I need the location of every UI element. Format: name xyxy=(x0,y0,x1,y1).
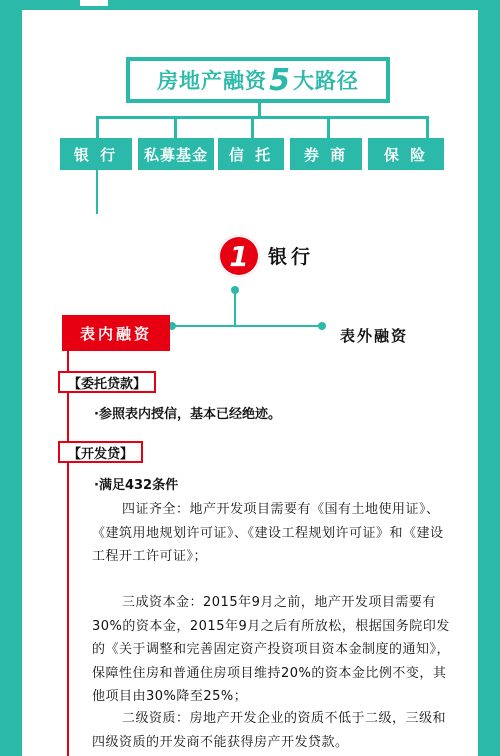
inside-financing-line xyxy=(67,341,69,756)
entrusted-loan-tag-text: 委托贷款 xyxy=(81,376,134,392)
entrusted-loan-note: ·参照表内授信，基本已经绝迹。 xyxy=(94,407,281,422)
tree-dot-right xyxy=(318,322,326,330)
title-number: 5 xyxy=(269,62,291,98)
branch-trust: 信 托 xyxy=(218,138,284,170)
tag-bracket-right: 】 xyxy=(120,446,134,462)
branch-bank: 银 行 xyxy=(60,138,132,170)
branch-private-fund: 私募基金 xyxy=(138,138,214,170)
diagram-title xyxy=(126,57,390,103)
tag-bracket-left: 【 xyxy=(68,446,82,462)
connector-bank-drop xyxy=(96,170,98,214)
top-tab-decoration xyxy=(80,0,108,6)
development-loan-tag xyxy=(58,441,143,463)
tree-horizontal xyxy=(172,325,320,327)
paragraph-four-certificates: 四证齐全：地产开发项目需要有《国有土地使用证》、《建筑用地规划许可证》、《建设工程规划许可证》和《建设工程开工许可证》； xyxy=(92,502,444,564)
branch-securities: 券 商 xyxy=(290,138,362,170)
content-panel xyxy=(22,10,478,756)
inside-financing-label: 表内融资 xyxy=(62,315,170,351)
connector-branch-5 xyxy=(426,116,429,138)
connector-branch-4 xyxy=(327,116,330,138)
title-prefix: 房地产融资 xyxy=(157,69,268,93)
development-loan-tag-text: 开发贷 xyxy=(81,446,121,462)
entrusted-loan-tag xyxy=(58,371,156,393)
title-suffix: 大路径 xyxy=(292,69,359,93)
connector-title-stem xyxy=(258,103,261,117)
outside-financing-label: 表外融资 xyxy=(340,327,409,345)
paragraph-qualification: 二级资质：房地产开发企业的资质不低于二级，三级和四级资质的开发商不能获得房产开发贷款。 xyxy=(92,711,447,750)
tag-bracket-right: 】 xyxy=(133,376,147,392)
connector-horizontal xyxy=(96,116,428,119)
connector-branch-1 xyxy=(96,116,99,138)
tag-bracket-left: 【 xyxy=(68,376,82,392)
development-loan-condition: ·满足432条件 xyxy=(94,478,179,493)
branch-insurance: 保 险 xyxy=(368,138,444,170)
section-number-badge: 1 xyxy=(218,235,260,277)
connector-branch-2 xyxy=(174,116,177,138)
tree-stem xyxy=(234,290,236,326)
paragraph-capital-ratio: 三成资本金：2015年9月之前，地产开发项目需要有30%的资本金，2015年9月之后有所放松，根据国务院印发的《关于调整和完善固定资产投资项目资本金制度的通知》，保障性住房和普通住房项目维持20%的资本金比例不变，其他项目由30%降至25%； xyxy=(92,595,451,704)
section-title: 银行 xyxy=(268,246,315,268)
connector-branch-3 xyxy=(251,116,254,138)
